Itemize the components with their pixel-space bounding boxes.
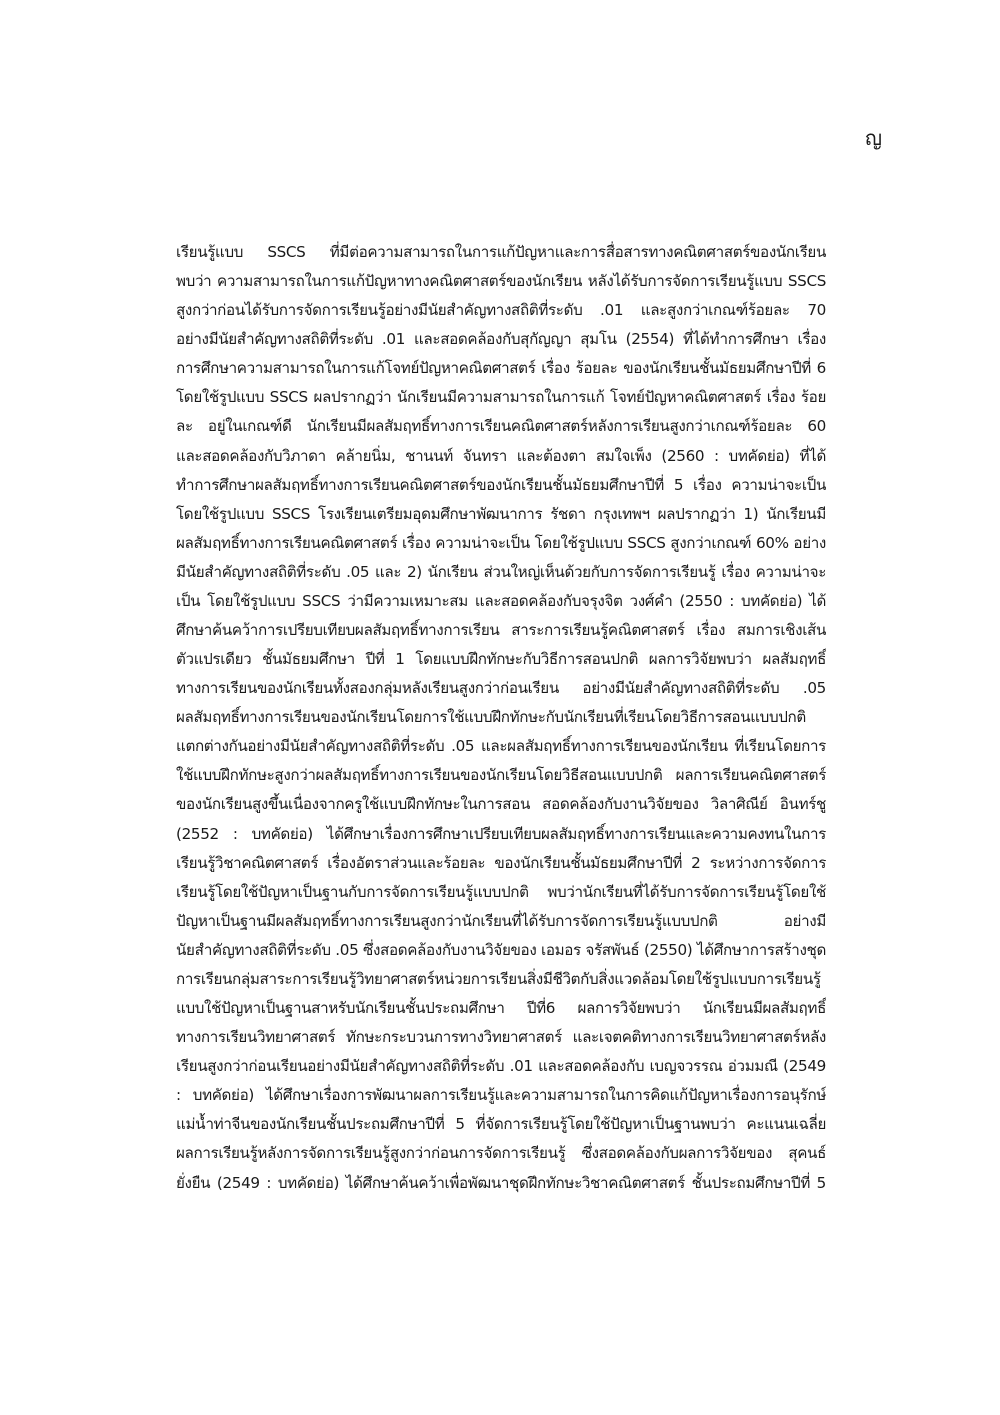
text-line: ปัญหาเป็นฐานมีผลสัมฤทธิ์ทางการเรียนสูงกว่านักเรียนที่ได้รับการจัดการเรียนรู้แบบปกติ อย่างมี [176, 911, 826, 930]
text-line: ของนักเรียนสูงขึ้นเนื่องจากครูใช้แบบฝึกทักษะในการสอน สอดคล้องกับงานวิจัยของ วิลาศิณีย์ อินทร์ชู [176, 795, 826, 814]
text-line: ทางการเรียนของนักเรียนทั้งสองกลุ่มหลังเรียนสูงกว่าก่อนเรียน อย่างมีนัยสำคัญทางสถิติที่ระดับ .05 [176, 679, 826, 698]
text-line: และสอดคล้องกับวิภาดา คล้ายนิ่ม, ชานนท์ จันทรา และต้องตา สมใจเพ็ง (2560 : บทคัดย่อ) ที่ได้ [176, 446, 826, 465]
text-line: แม่น้ำท่าจีนของนักเรียนชั้นประถมศึกษาปีที่ 5 ที่จัดการเรียนรู้โดยใช้ปัญหาเป็นฐานพบว่า คะแนนเฉลี่ย [176, 1115, 826, 1134]
text-line: เรียนรู้วิชาคณิตศาสตร์ เรื่องอัตราส่วนและร้อยละ ของนักเรียนชั้นมัธยมศึกษาปีที่ 2 ระหว่างการจัดการ [176, 853, 826, 872]
text-line: ทางการเรียนวิทยาศาสตร์ ทักษะกระบวนการทางวิทยาศาสตร์ และเจตคติทางการเรียนวิทยาศาสตร์หลัง [176, 1028, 826, 1047]
text-line: ผลสัมฤทธิ์ทางการเรียนของนักเรียนโดยการใช้แบบฝึกทักษะกับนักเรียนที่เรียนโดยวิธีการสอนแบบปกติ [176, 708, 806, 727]
text-line: สูงกว่าก่อนได้รับการจัดการเรียนรู้อย่างมีนัยสำคัญทางสถิติที่ระดับ .01 และสูงกว่าเกณฑ์ร้อยละ 70 [176, 301, 826, 320]
text-line: พบว่า ความสามารถในการแก้ปัญหาทางคณิตศาสตร์ของนักเรียน หลังได้รับการจัดการเรียนรู้แบบ SSCS [176, 272, 826, 291]
text-line: เป็น โดยใช้รูปแบบ SSCS ว่ามีความเหมาะสม และสอดคล้องกับจรุงจิต วงศ์คำ (2550 : บทคัดย่อ) ได้ [176, 591, 826, 610]
text-line: มีนัยสำคัญทางสถิติที่ระดับ .05 และ 2) นักเรียน ส่วนใหญ่เห็นด้วยกับการจัดการเรียนรู้ เรื่อง ความน่าจะ [176, 562, 826, 581]
text-line: การเรียนกลุ่มสาระการเรียนรู้วิทยาศาสตร์หน่วยการเรียนสิ่งมีชีวิตกับสิ่งแวดล้อมโดยใช้รูปแบบการเรียนรู้ [176, 969, 821, 988]
text-line: อย่างมีนัยสำคัญทางสถิติที่ระดับ .01 และสอดคล้องกับสุกัญญา สุมโน (2554) ที่ได้ทำการศึกษา เรื่อง [176, 330, 826, 349]
text-line: (2552 : บทคัดย่อ) ได้ศึกษาเรื่องการศึกษาเปรียบเทียบผลสัมฤทธิ์ทางการเรียนและความคงทนในการ [176, 824, 826, 843]
text-line: การศึกษาความสามารถในการแก้โจทย์ปัญหาคณิตศาสตร์ เรื่อง ร้อยละ ของนักเรียนชั้นมัธยมศึกษาปีที่ 6 [176, 359, 826, 378]
body-text [176, 238, 826, 1198]
text-line: ศึกษาค้นคว้าการเปรียบเทียบผลสัมฤทธิ์ทางการเรียน สาระการเรียนรู้คณิตศาสตร์ เรื่อง สมการเชิงเส้น [176, 621, 826, 640]
text-line: เรียนสูงกว่าก่อนเรียนอย่างมีนัยสำคัญทางสถิติที่ระดับ .01 และสอดคล้องกับ เบญจวรรณ อ่วมมณี (2549 [176, 1057, 826, 1076]
text-line: ยั่งยืน (2549 : บทคัดย่อ) ได้ศึกษาค้นคว้าเพื่อพัฒนาชุดฝึกทักษะวิชาคณิตศาสตร์ ชั้นประถมศึกษาปีที่ 5 [176, 1173, 826, 1192]
text-line: ทำการศึกษาผลสัมฤทธิ์ทางการเรียนคณิตศาสตร์ของนักเรียนชั้นมัธยมศึกษาปีที่ 5 เรื่อง ความน่าจะเป็น [176, 475, 826, 494]
page-number: ญ [864, 126, 882, 150]
text-line: เรียนรู้แบบ SSCS ที่มีต่อความสามารถในการแก้ปัญหาและการสื่อสารทางคณิตศาสตร์ของนักเรียน [176, 243, 826, 261]
text-line: ละ อยู่ในเกณฑ์ดี นักเรียนมีผลสัมฤทธิ์ทางการเรียนคณิตศาสตร์หลังการเรียนสูงกว่าเกณฑ์ร้อยละ 60 [176, 417, 826, 436]
text-line: นัยสำคัญทางสถิติที่ระดับ .05 ซึ่งสอดคล้องกับงานวิจัยของ เอมอร จรัสพันธ์ (2550) ได้ศึกษาการสร้างชุด [176, 940, 826, 959]
text-line: เรียนรู้โดยใช้ปัญหาเป็นฐานกับการจัดการเรียนรู้แบบปกติ พบว่านักเรียนที่ได้รับการจัดการเรียนรู้โดยใช้ [176, 882, 826, 901]
text-line: แตกต่างกันอย่างมีนัยสำคัญทางสถิติที่ระดับ .05 และผลสัมฤทธิ์ทางการเรียนของนักเรียน ที่เรียนโดยการ [176, 737, 826, 756]
text-line: แบบใช้ปัญหาเป็นฐานสาหรับนักเรียนชั้นประถมศึกษา ปีที่6 ผลการวิจัยพบว่า นักเรียนมีผลสัมฤทธิ์ [176, 999, 826, 1018]
text-line: โดยใช้รูปแบบ SSCS โรงเรียนเตรียมอุดมศึกษาพัฒนาการ รัชดา กรุงเทพฯ ผลปรากฏว่า 1) นักเรียนมี [176, 504, 826, 523]
text-line: ผลสัมฤทธิ์ทางการเรียนคณิตศาสตร์ เรื่อง ความน่าจะเป็น โดยใช้รูปแบบ SSCS สูงกว่าเกณฑ์ 60% อย่าง [176, 533, 826, 552]
text-line: ใช้แบบฝึกทักษะสูงกว่าผลสัมฤทธิ์ทางการเรียนของนักเรียนโดยวิธีสอนแบบปกติ ผลการเรียนคณิตศาสตร์ [176, 766, 826, 785]
text-line: ผลการเรียนรู้หลังการจัดการเรียนรู้สูงกว่าก่อนการจัดการเรียนรู้ ซึ่งสอดคล้องกับผลการวิจัยของ สุคนธ์ [176, 1144, 826, 1163]
text-line: ตัวแปรเดียว ชั้นมัธยมศึกษา ปีที่ 1 โดยแบบฝึกทักษะกับวิธีการสอนปกติ ผลการวิจัยพบว่า ผลสัมฤทธิ์ [176, 650, 826, 669]
text-line: : บทคัดย่อ) ได้ศึกษาเรื่องการพัฒนาผลการเรียนรู้และความสามารถในการคิดแก้ปัญหาเรื่องการอนุรักษ์ [176, 1086, 826, 1105]
text-line: โดยใช้รูปแบบ SSCS ผลปรากฏว่า นักเรียนมีความสามารถในการแก้ โจทย์ปัญหาคณิตศาสตร์ เรื่อง ร้อย [176, 388, 826, 407]
